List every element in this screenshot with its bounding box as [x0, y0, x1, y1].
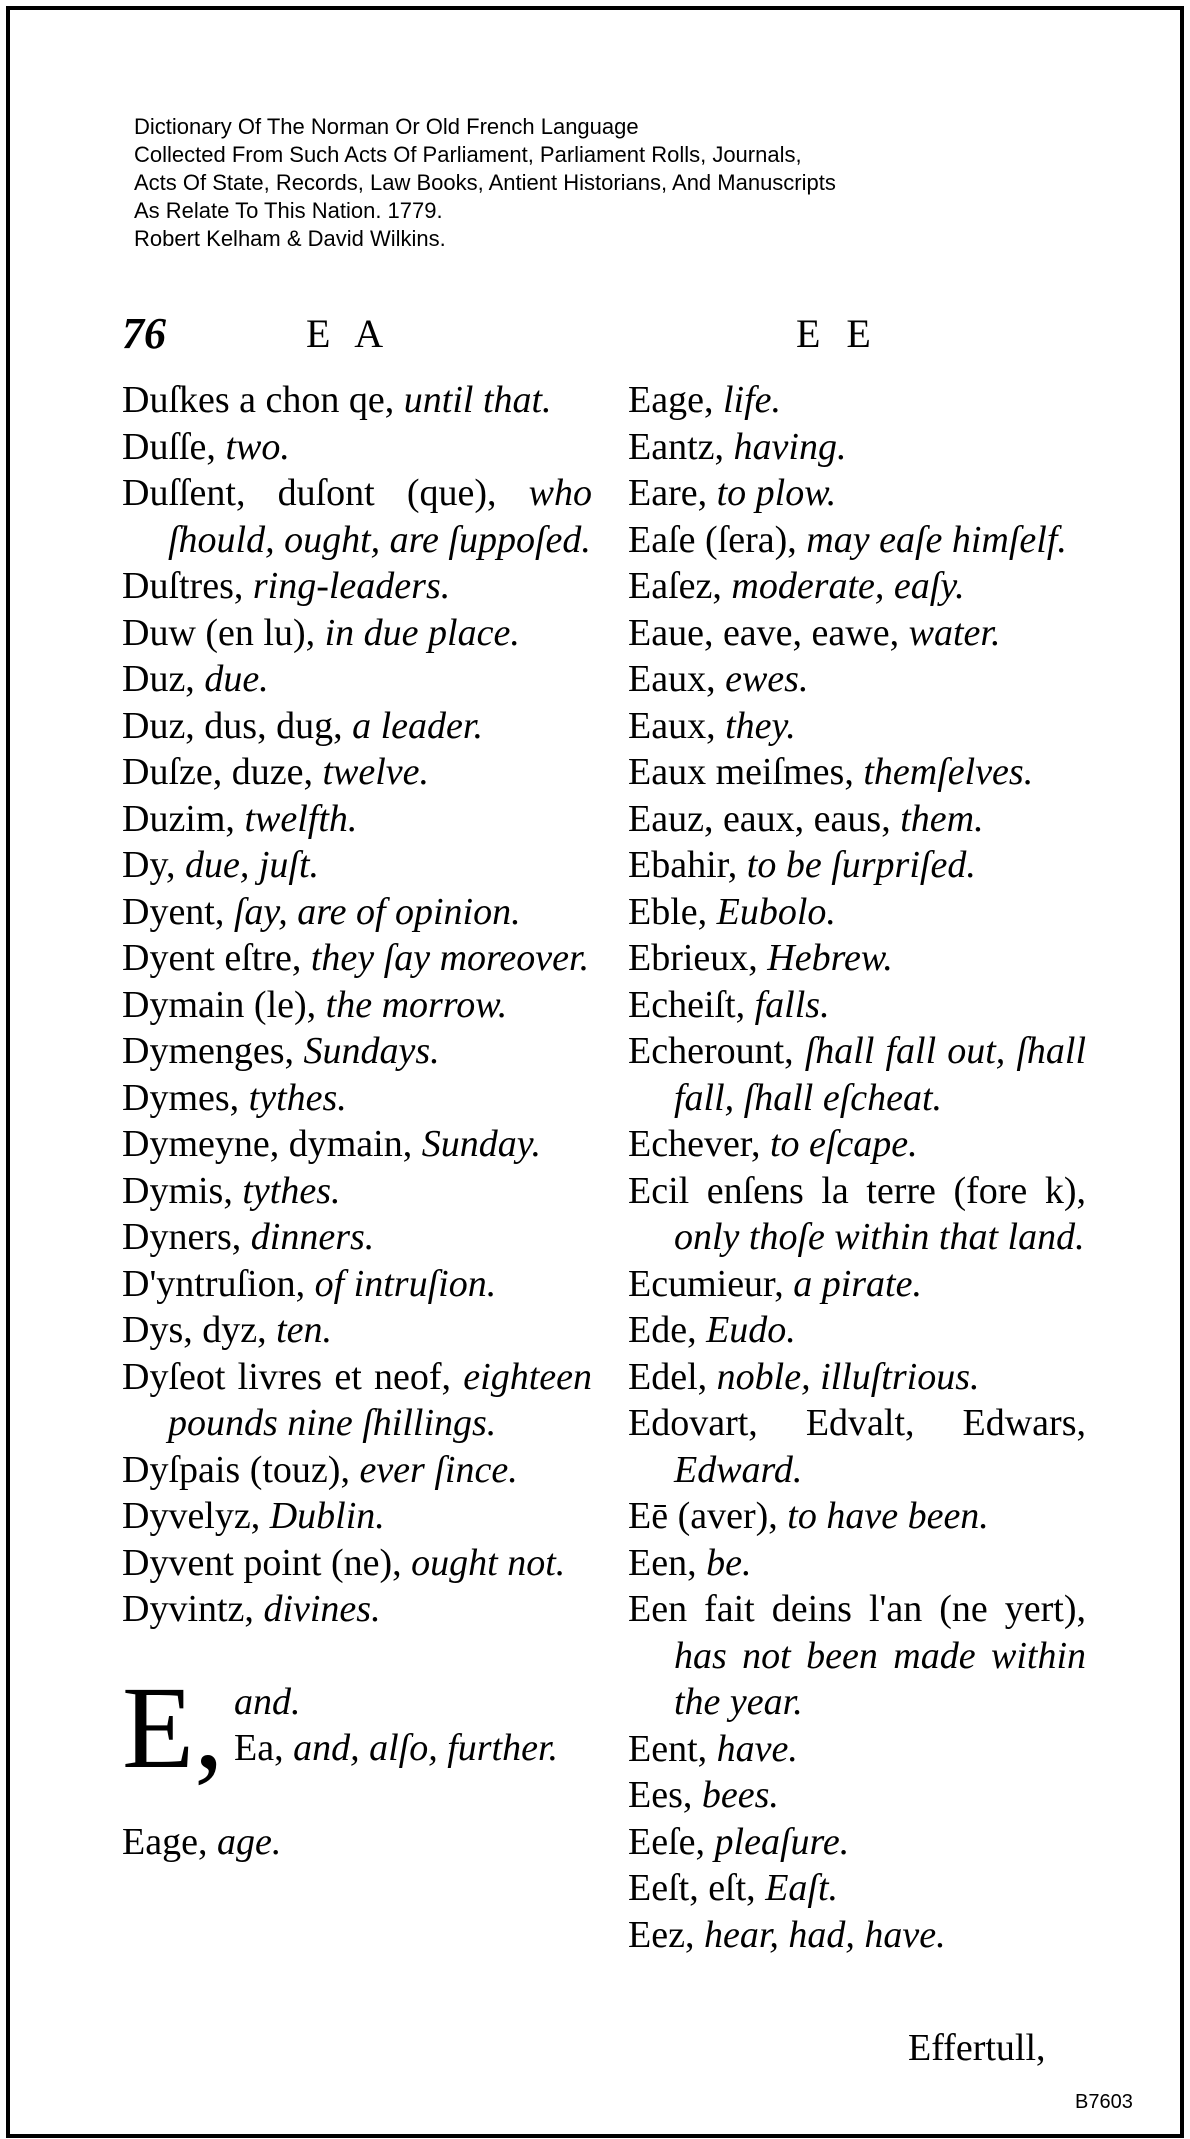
entry-definition: may eaſe himſelf. [806, 518, 1067, 561]
entry [628, 749, 1086, 796]
entry [122, 1447, 592, 1494]
entry [628, 656, 1086, 703]
entry-headword: Dyent eſtre, [122, 937, 302, 979]
entry-definition: ever ſince. [359, 1448, 518, 1491]
entry [122, 935, 592, 982]
entry [122, 1121, 592, 1168]
entry-headword: Duw (en lu), [122, 611, 316, 654]
entry [628, 1261, 1086, 1308]
entry-definition: Sundays. [303, 1030, 440, 1072]
header-line-1: Dictionary Of The Norman Or Old French Language [134, 114, 639, 139]
entry-headword: Eantz, [628, 425, 725, 468]
entry [122, 1586, 592, 1633]
entry-definition: falls. [754, 983, 830, 1026]
entry [628, 1772, 1086, 1819]
entry [628, 1121, 1086, 1168]
entry [122, 796, 592, 843]
entry-definition: of intruſion. [314, 1262, 497, 1305]
entry-headword: Ea, [234, 1727, 284, 1769]
entry [628, 377, 1086, 424]
entry [122, 1819, 592, 1866]
entry [122, 610, 592, 657]
entry-headword: Eē (aver), [628, 1495, 778, 1537]
entry-headword: Eage, [628, 379, 714, 421]
entry [122, 563, 592, 610]
entry-headword: Edovart, Edvalt, Edwars, [628, 1402, 1086, 1444]
entry-definition: in due place. [324, 611, 520, 654]
entry-headword: Eble, [628, 890, 708, 933]
entry-headword: Ees, [628, 1774, 693, 1816]
entry-headword: Echeiſt, [628, 983, 746, 1026]
entry-headword: Eaux meiſmes, [628, 751, 854, 793]
entry-definition: to eſcape. [769, 1123, 918, 1165]
entry-headword: Eaſe (ſera), [628, 518, 797, 561]
entry-definition: dinners. [250, 1216, 375, 1258]
entry-definition: hear, had, have. [703, 1913, 946, 1956]
letter-e-section-start [122, 1661, 592, 1819]
catchword: Effertull, [908, 2027, 1046, 2069]
entry-headword: Eare, [628, 472, 708, 514]
entry-headword: Eage, [122, 1820, 208, 1863]
entry [628, 1028, 1086, 1121]
entry [628, 1493, 1086, 1540]
entry-headword: Ecumieur, [628, 1262, 784, 1305]
left-column [122, 377, 592, 1865]
entry-headword: Duſtres, [122, 565, 244, 607]
entry [628, 889, 1086, 936]
entry [628, 517, 1086, 564]
entry-definition: and, alſo, further. [293, 1727, 559, 1769]
entry [628, 1865, 1086, 1912]
entry-definition: two. [225, 425, 290, 468]
entry-headword: Een, [628, 1541, 697, 1584]
entry-headword: Echerount, [628, 1030, 794, 1072]
entry-headword: Dyent, [122, 890, 225, 933]
entry [122, 703, 592, 750]
entry-headword: Dymis, [122, 1169, 233, 1212]
entry-definition: tythes. [242, 1169, 341, 1212]
entry-definition: until that. [403, 379, 552, 421]
entry-definition: who ſhould, ought, are ſuppoſed. [168, 472, 592, 561]
entry-headword: Dymes, [122, 1076, 240, 1119]
entry [628, 1307, 1086, 1354]
entry-definition: noble, illuſtrious. [716, 1355, 980, 1398]
entry [234, 1725, 592, 1772]
entry-headword: Duzim, [122, 797, 235, 840]
entry-headword: Dyvent point (ne), [122, 1541, 402, 1584]
entry-headword: Eaux, [628, 658, 716, 700]
entry [122, 842, 592, 889]
page-number: 76 [122, 309, 166, 358]
entry-definition: divines. [263, 1588, 381, 1630]
entry [122, 982, 592, 1029]
entry-definition: has not been made within the year. [674, 1634, 1086, 1723]
entry-headword: Duſſe, [122, 425, 216, 468]
entry-headword: Dyvelyz, [122, 1495, 261, 1537]
document-header [134, 113, 836, 253]
entry-headword: D'yntruſion, [122, 1262, 306, 1305]
entry [628, 1912, 1086, 1959]
entry-definition: they. [725, 704, 796, 747]
drop-cap-e: E, [122, 1661, 224, 1793]
entry [122, 1493, 592, 1540]
header-line-3: Acts Of State, Records, Law Books, Antient Historians, And Manuscripts [134, 170, 836, 195]
entry-definition: them. [900, 797, 984, 840]
entry-definition: ten. [276, 1309, 333, 1351]
entry [628, 1726, 1086, 1773]
header-line-2: Collected From Such Acts Of Parliament, Parliament Rolls, Journals, [134, 142, 802, 167]
entry-headword: Edel, [628, 1355, 708, 1398]
entry-headword: Duz, [122, 658, 195, 700]
entry-definition: Edward. [674, 1448, 803, 1491]
entry-definition: to plow. [716, 472, 837, 514]
entry-headword: Echever, [628, 1123, 761, 1165]
entry [122, 1307, 592, 1354]
entry-definition: pleaſure. [714, 1820, 850, 1863]
entry-headword: Dyners, [122, 1216, 242, 1258]
entry-definition: due. [204, 658, 269, 700]
entry-headword: Ecil enſens la terre (fore k), [628, 1169, 1086, 1212]
entry [122, 1075, 592, 1122]
entry-definition: ring-leaders. [252, 565, 451, 607]
entry-headword: Dyvintz, [122, 1588, 254, 1630]
entry-definition: to be ſurpriſed. [746, 844, 976, 886]
entry-headword: Eaue, eave, eawe, [628, 611, 900, 654]
entry-definition: due, juſt. [184, 844, 320, 886]
entry-definition: Sunday. [421, 1123, 541, 1165]
entry-definition: bees. [701, 1774, 779, 1816]
entry-definition: life. [722, 379, 781, 421]
entry [628, 424, 1086, 471]
entry-definition: a leader. [352, 704, 483, 747]
entry [628, 1586, 1086, 1726]
entry-headword: Dymain (le), [122, 983, 317, 1026]
entry [122, 889, 592, 936]
entry [628, 610, 1086, 657]
entry-headword: Dymenges, [122, 1030, 295, 1072]
entry [122, 377, 592, 424]
right-column [628, 377, 1086, 1958]
entry-headword: Duſſent, duſont (que), [122, 472, 497, 514]
entry [122, 424, 592, 471]
reference-code: B7603 [1075, 2091, 1133, 2113]
entry [628, 842, 1086, 889]
entry-definition: to have been. [787, 1495, 989, 1537]
entry-headword: Een fait deins l'an (ne yert), [628, 1588, 1086, 1630]
entry-definition: Eubolo. [716, 890, 836, 933]
entry [628, 1354, 1086, 1401]
entry-definition: they ſay moreover. [310, 937, 590, 979]
entry-headword: Eaſez, [628, 565, 722, 607]
entry-definition: twelve. [322, 751, 430, 793]
entry [628, 703, 1086, 750]
entry-definition: ought not. [411, 1541, 566, 1584]
entry [122, 1028, 592, 1075]
entry-headword: Ede, [628, 1309, 697, 1351]
entry [628, 470, 1086, 517]
entry-definition: Eaſt. [765, 1867, 839, 1909]
entry-headword: Eauz, eaux, eaus, [628, 797, 891, 840]
entry-headword: Eent, [628, 1727, 708, 1770]
entry-definition: only thoſe within that land. [674, 1216, 1085, 1258]
running-head-right: E E [796, 311, 879, 356]
entry-definition: Eudo. [706, 1309, 796, 1351]
entry-headword: Duſze, duze, [122, 751, 313, 793]
entry [628, 1400, 1086, 1493]
entry [628, 1819, 1086, 1866]
entry [122, 1168, 592, 1215]
entry-definition: themſelves. [863, 751, 1034, 793]
entry-definition: moderate, eaſy. [731, 565, 965, 607]
entry-headword: Duſkes a chon qe, [122, 379, 395, 421]
entry-headword: Dymeyne, dymain, [122, 1123, 413, 1165]
entry-definition: Dublin. [269, 1495, 385, 1537]
entry [628, 563, 1086, 610]
entry [122, 656, 592, 703]
entry-headword: Eeſe, [628, 1820, 706, 1863]
entry-definition: the morrow. [325, 983, 508, 1026]
entry-definition: Hebrew. [767, 937, 893, 979]
entry [628, 982, 1086, 1029]
entry-headword: Dys, dyz, [122, 1309, 267, 1351]
entry-definition: having. [733, 425, 847, 468]
header-line-4: As Relate To This Nation. 1779. [134, 198, 443, 223]
entry-headword: Dyſpais (touz), [122, 1448, 350, 1491]
entry-headword: Eaux, [628, 704, 716, 747]
entry-headword: Dyſeot livres et neof, [122, 1355, 452, 1398]
entry [628, 1168, 1086, 1261]
entry-headword: Ebrieux, [628, 937, 758, 979]
entry [122, 1261, 592, 1308]
entry-definition: a pirate. [793, 1262, 922, 1305]
entry-definition: have. [716, 1727, 798, 1770]
entry-definition: tythes. [248, 1076, 347, 1119]
entry-headword: Duz, dus, dug, [122, 704, 343, 747]
entry-headword: Eeſt, eſt, [628, 1867, 756, 1909]
entry-headword: Ebahir, [628, 844, 738, 886]
entry [628, 1540, 1086, 1587]
running-head-left: E A [306, 311, 392, 356]
entry [122, 470, 592, 563]
entry-headword: Eez, [628, 1913, 695, 1956]
entry [122, 1540, 592, 1587]
drop-cap-definition: and. [234, 1680, 301, 1723]
entry-definition: ewes. [725, 658, 809, 700]
header-line-5: Robert Kelham & David Wilkins. [134, 226, 446, 251]
entry-definition: ſhall fall out, ſhall fall, ſhall eſcheat. [674, 1030, 1087, 1119]
entry-definition: eighteen pounds nine ſhillings. [168, 1355, 592, 1444]
entry [122, 1214, 592, 1261]
entry-definition: be. [706, 1541, 752, 1584]
entry-definition: water. [908, 611, 1001, 654]
entry [122, 1354, 592, 1447]
entry-definition: ſay, are of opinion. [233, 890, 521, 933]
entry-definition: age. [216, 1820, 282, 1863]
entry-headword: Dy, [122, 844, 176, 886]
entry-definition: twelfth. [244, 797, 358, 840]
entry [122, 749, 592, 796]
entry [628, 935, 1086, 982]
entry [628, 796, 1086, 843]
